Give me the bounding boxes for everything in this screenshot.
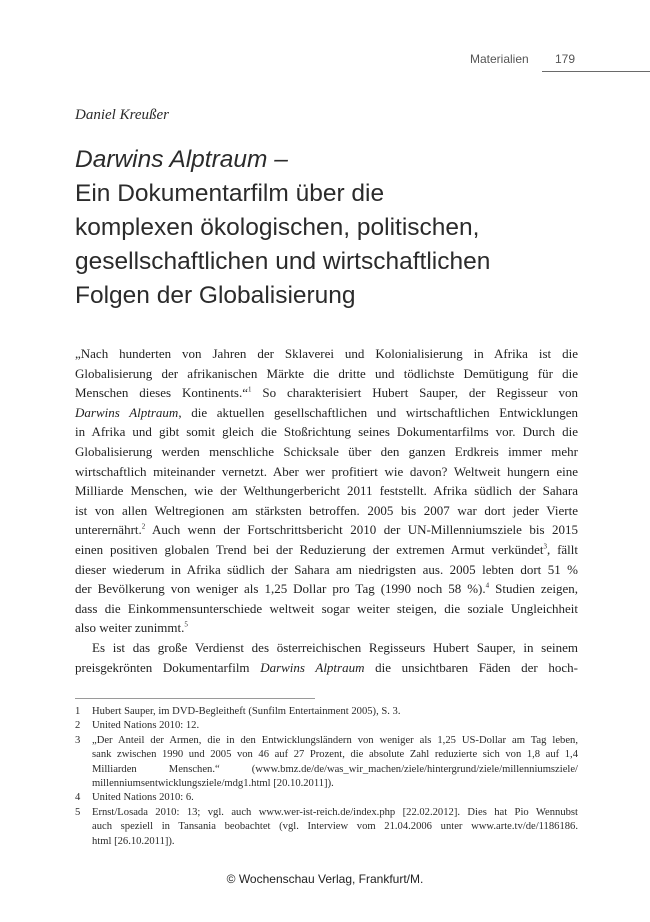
body-text-run: Studien zeigen, bbox=[489, 581, 578, 597]
film-title: Darwins Alptraum bbox=[260, 659, 365, 675]
body-line: Globalisierung werden menschliche Schicksale über den ganzen Erdkreis immer mehr bbox=[75, 443, 578, 459]
footnote-number: 4 bbox=[75, 792, 81, 804]
footnote-1 bbox=[75, 705, 578, 719]
footnote-4 bbox=[75, 791, 578, 805]
body-line: dieser wiederum in Afrika südlich der Sahara am niedrigsten aus. 2005 lebten dort 51 % bbox=[75, 561, 578, 577]
title-line-2: Ein Dokumentarfilm über die bbox=[75, 180, 385, 207]
body-text-run: So charakterisiert Hubert Sauper, der Regisseur von bbox=[251, 385, 578, 401]
body-text-run: Menschen dieses Kontinents.“ bbox=[75, 385, 249, 401]
body-line bbox=[75, 383, 578, 403]
footnote-text: sank zwischen 1990 und 2005 von 46 auf 27 Prozent, die absolute Zahl reduzierte sich von 1,8 auf 1,4 bbox=[92, 749, 578, 761]
footnote-text: html [26.10.2011]). bbox=[92, 835, 175, 847]
publisher-footer: © Wochenschau Verlag, Frankfurt/M. bbox=[226, 872, 424, 886]
footnote-ref[interactable]: 4 bbox=[485, 581, 490, 590]
body-text-run: unterernährt. bbox=[75, 522, 142, 538]
body-text-run: die unsichtbaren Fäden der hoch- bbox=[364, 659, 578, 675]
film-title: Darwins Alptraum bbox=[75, 404, 179, 420]
body-line bbox=[75, 579, 578, 599]
footnote-ref[interactable]: 2 bbox=[141, 523, 146, 532]
body-line bbox=[75, 658, 578, 678]
body-line: Es ist das große Verdienst des österreichischen Regisseurs Hubert Sauper, in seinem bbox=[92, 639, 578, 655]
page-number: 179 bbox=[555, 52, 576, 66]
body-text-run: der Bevölkerung von weniger als 1,25 Dollar pro Tag (1990 noch 58 %). bbox=[75, 581, 486, 597]
body-text-run: Auch wenn der Fortschrittsbericht 2010 der UN-Millenniumsziele bis 2015 bbox=[145, 522, 578, 538]
body-line: wirtschaftlich miteinander vernetzt. Aber wer profitiert wie davon? Weltweit hungern eine bbox=[75, 463, 578, 479]
title-line-5: Folgen der Globalisierung bbox=[75, 282, 356, 309]
footnotes bbox=[75, 705, 578, 849]
footnote-5 bbox=[75, 806, 578, 849]
footnote-text: „Der Anteil der Armen, die in den Entwicklungsländern von weniger als 1,25 US-Dollar am Tag leben, bbox=[92, 734, 578, 746]
footnote-ref[interactable]: 3 bbox=[543, 542, 547, 551]
title-line-3: komplexen ökologischen, politischen, bbox=[75, 214, 480, 241]
footnote-text: auch speziell in Tansania beobachtet (vgl. Interview vom 21.04.2006 unter www.arte.tv/de/1186186. bbox=[92, 821, 578, 833]
title-line-1: Darwins Alptraum – bbox=[75, 146, 288, 173]
body-text-run: also weiter zunimmt. bbox=[75, 620, 185, 636]
body-text-run: , die aktuellen gesellschaftlichen und wirtschaftlichen Entwicklungen bbox=[178, 404, 578, 420]
body-text-run: einen positiven globalen Trend bei der Reduzierung der extremen Armut verkündet bbox=[75, 541, 544, 557]
footnote-text: Milliarden Menschen.“ (www.bmz.de/de/was_wir_machen/ziele/hintergrund/ziele/millenniumsziele/ bbox=[92, 763, 578, 775]
header-rule bbox=[542, 71, 650, 72]
footnote-number: 3 bbox=[75, 734, 81, 746]
footnote-text: millenniumsentwicklungsziele/mdg1.html [20.10.2011]). bbox=[92, 778, 334, 790]
title-line-4: gesellschaftlichen und wirtschaftlichen bbox=[75, 248, 491, 275]
footnote-ref[interactable]: 1 bbox=[248, 385, 252, 394]
footnote-text: United Nations 2010: 6. bbox=[92, 792, 194, 804]
body-text-run: , fällt bbox=[546, 541, 578, 557]
body-line: ist von allen Weltregionen am stärksten betroffen. 2005 bis 2007 war dort jeder Vierte bbox=[75, 502, 578, 518]
body-text-run: preisgekrönten Dokumentarfilm bbox=[75, 659, 261, 675]
body-line bbox=[75, 540, 578, 560]
footnote-rule bbox=[75, 698, 315, 699]
body-line bbox=[75, 520, 578, 540]
body-line bbox=[75, 618, 578, 638]
footnote-text: Hubert Sauper, im DVD-Begleitheft (Sunfilm Entertainment 2005), S. 3. bbox=[92, 706, 401, 717]
body-line: in Afrika und gibt somit gleich die Stoßrichtung seines Dokumentarfilms vor. Durch die bbox=[75, 424, 578, 440]
body-line: Milliarde Menschen, wie der Welthungerbericht 2011 feststellt. Afrika südlich der Sahara bbox=[75, 483, 578, 499]
footnote-2 bbox=[75, 719, 578, 733]
article-title bbox=[75, 143, 615, 313]
footnote-number: 5 bbox=[75, 806, 81, 818]
footnote-text: United Nations 2010: 12. bbox=[92, 720, 200, 732]
running-head: Materialien bbox=[470, 52, 529, 66]
body-line: Globalisierung der afrikanischen Märkte die dritte und tödlichste Demütigung für die bbox=[75, 365, 578, 381]
footnote-ref[interactable]: 5 bbox=[184, 620, 188, 629]
body-text bbox=[75, 344, 578, 677]
author-name: Daniel Kreußer bbox=[75, 107, 170, 123]
footnote-text: Ernst/Losada 2010: 13; vgl. auch www.wer-ist-reich.de/index.php [22.02.2012]. Dies hat Pio Wennubst bbox=[92, 806, 578, 818]
body-line bbox=[75, 403, 578, 423]
footnote-3 bbox=[75, 734, 578, 792]
footnote-number: 2 bbox=[75, 720, 81, 732]
footnote-number: 1 bbox=[75, 706, 81, 717]
body-line: dass die Einkommensunterschiede weltweit sogar weiter steigen, die soziale Ungleichheit bbox=[75, 600, 578, 616]
body-line: „Nach hunderten von Jahren der Sklaverei und Kolonialisierung in Afrika ist die bbox=[75, 346, 578, 361]
